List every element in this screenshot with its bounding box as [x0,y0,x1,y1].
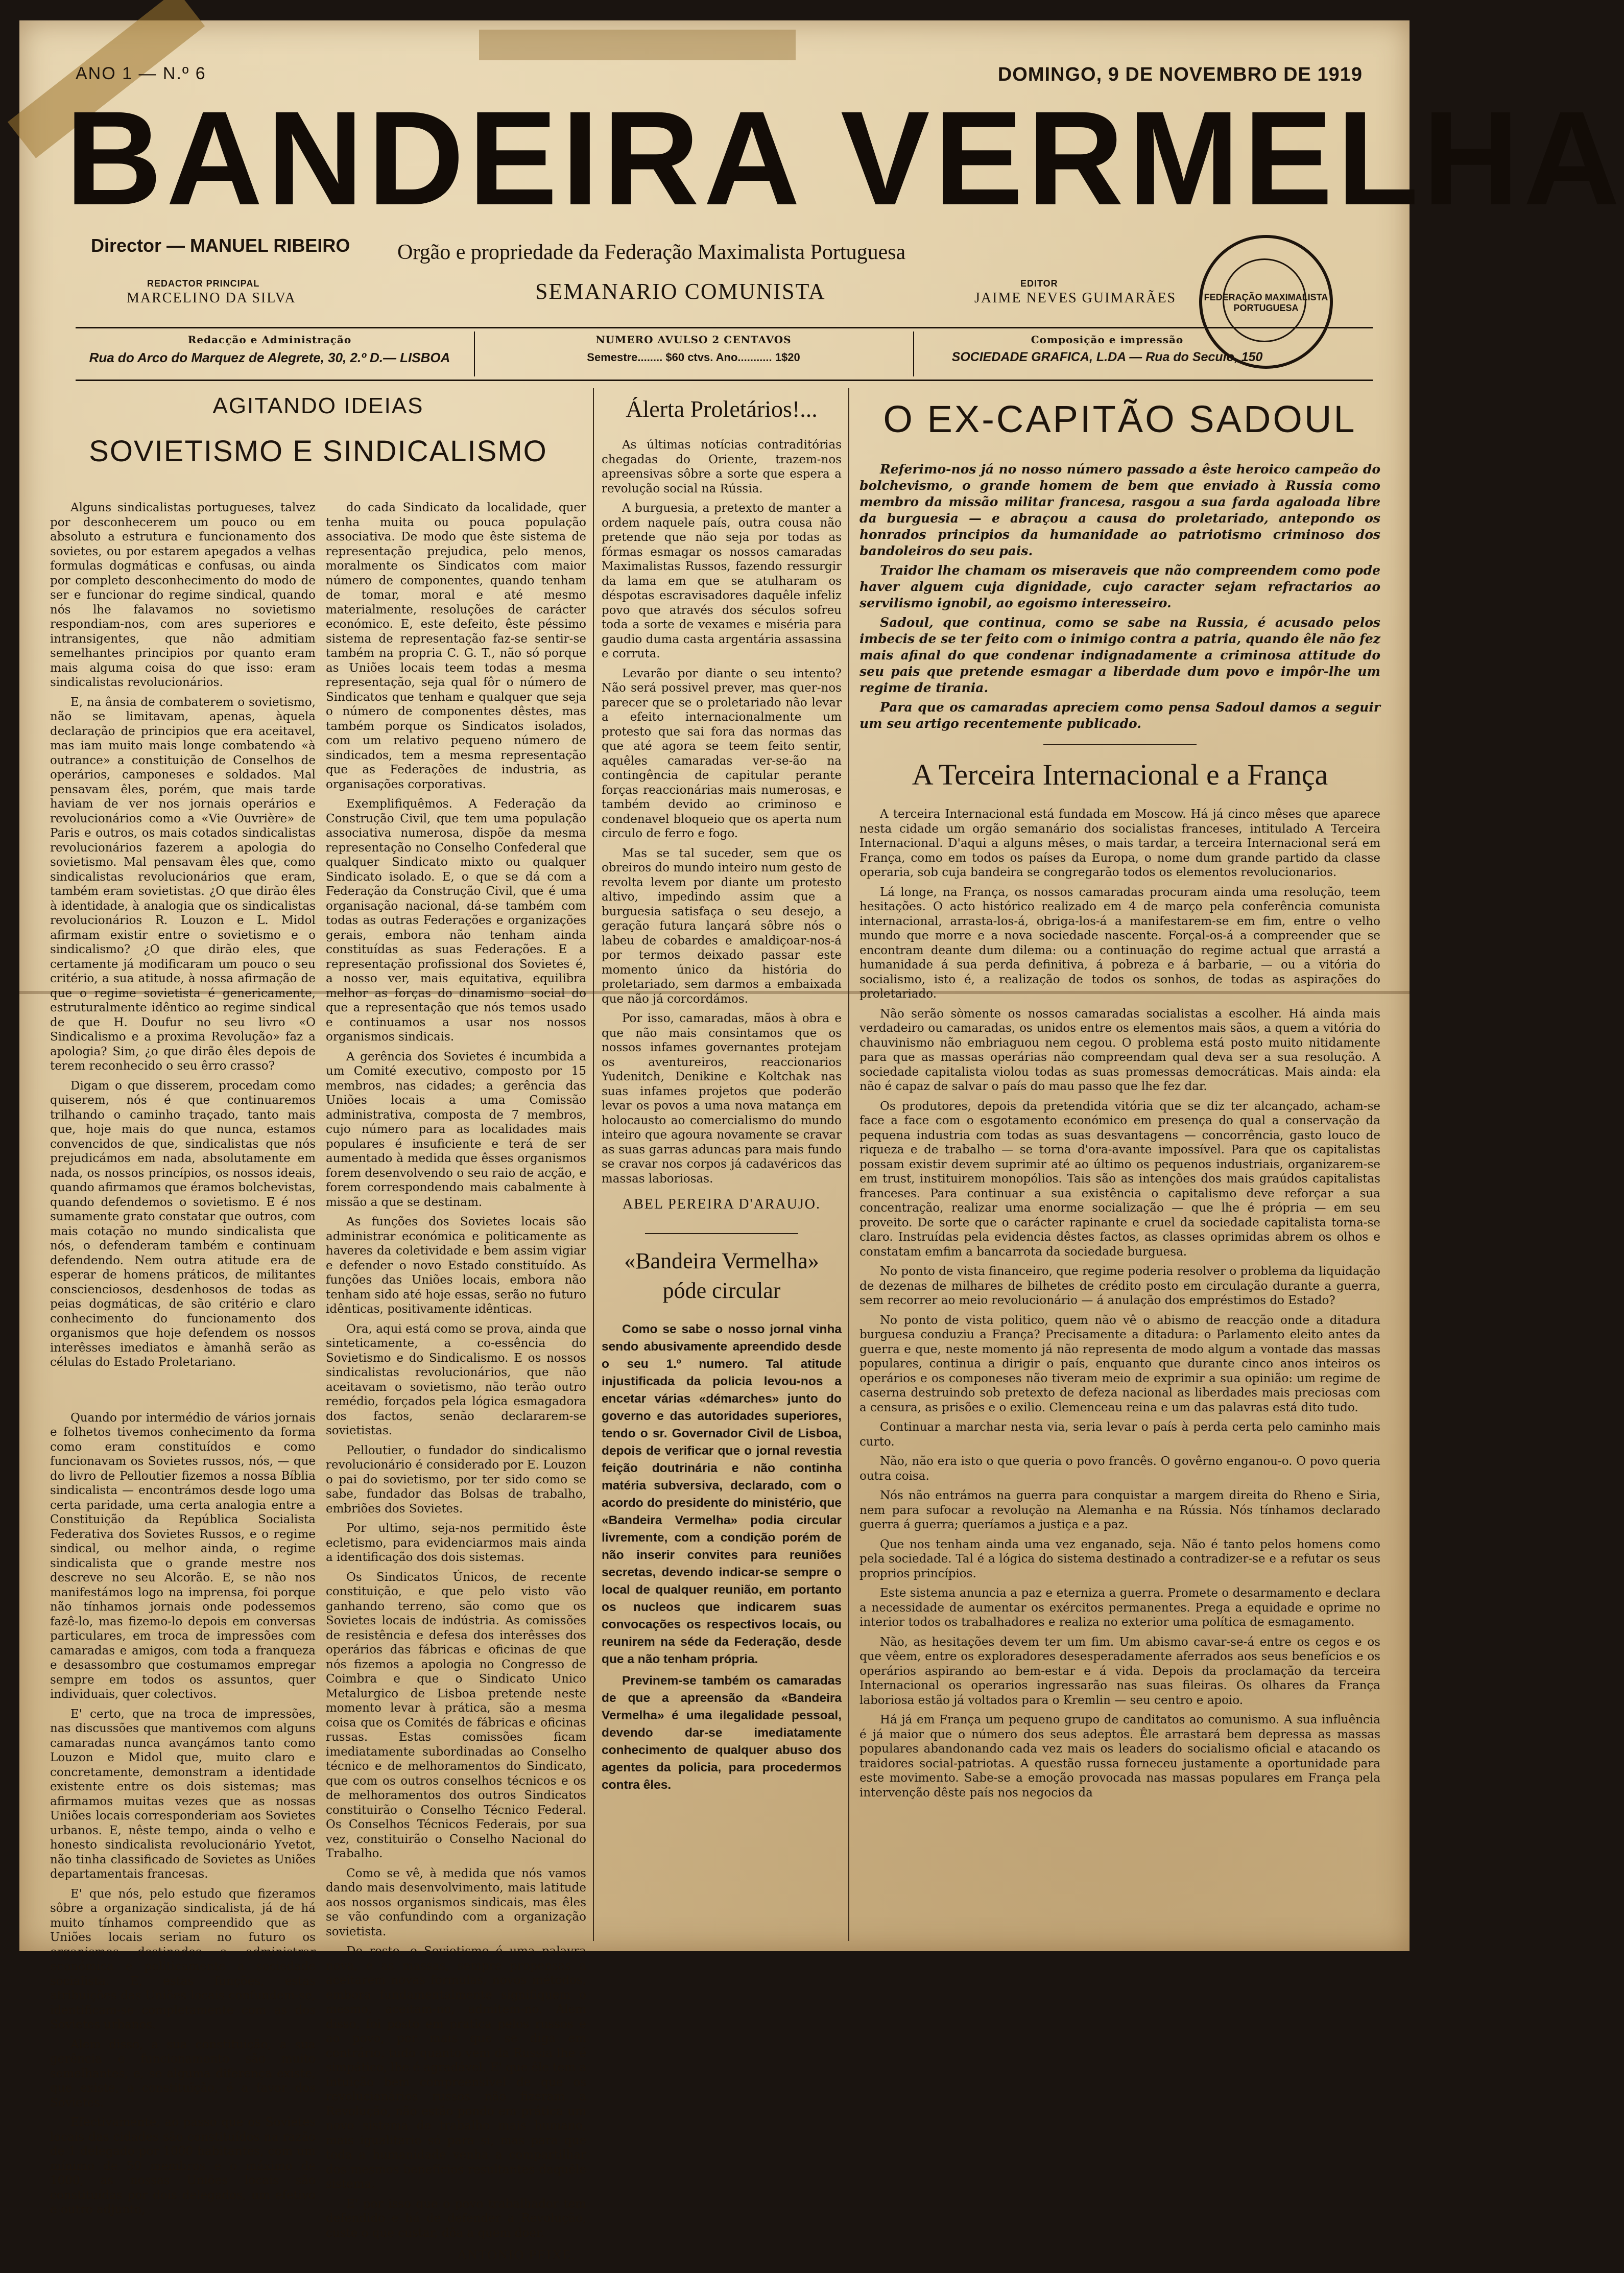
paragraph: A burguesia, a pretexto de manter a ordem naquele país, outra cousa não pretende que não seja por todas as fórmas esmagar os nossos camaradas Maximalistas Russos, fazendo ressurgir da lama em que se atulharam os déspotas escravisadores daquêle infeliz povo que através dos séculos sofreu toda a sorte de vexames e miséria para gaudio duma casta argentária assassina e corruta. [602,502,842,660]
alerta-signature: ABEL PEREIRA D'ARAUJO. [623,1196,821,1212]
paragraph: E' por isso que o povo trabalhador tem defendido e há de defender a Revolução, custe o que custar, dôa a quem doer. [326,2197,586,2240]
info-printer [923,328,1291,380]
spacer [50,1375,316,1411]
paragraph: As últimas notícias contraditórias chegadas do Oriente, trazem-nos apreensivas sôbre a sorte que espera a revolução social na Rússia. [602,438,842,495]
internacional-title: A Terceira Internacional e a França [912,758,1328,791]
paragraph: Lá longe, na França, os nossos camaradas procuram ainda uma resolução, teem hesitações. O acto histórico realizado em 4 de março pela conferência comunista internacional, arrasta-los-á, obriga-los-á a manifestarem-se em fim, entre o velho mundo que morre e a nova sociedade nascente. Forçal-os-á a compreender que se encontram deante dum dilema: ou a continuação do regime actual que arrastá a humanidade á sua perda definitiva, á pobreza e á barbarie, — ou a vitória do socialismo, isto é, a realização de todos os sonhos, de todas as aspirações do proletariado. [859,885,1380,1001]
column-rule [848,388,849,1941]
info-separator [913,332,914,376]
paragraph: do cada Sindicato da localidade, quer tenha muita ou pouca população associativa. De modo que êste sistema de representação prejudica, pelo menos, moralmente os Sindicatos com maior número de componentes, quando tenham de tomar, moral e até mesmo materialmente, resoluções de carácter económico. E, este defeito, êste péssimo sistema de representação faz-se sentir-se também na propria C. G. T., não só porque as Uniões locais teem todas a mesma representação, seja qual fôr o número de Sindicatos que tenham e qualquer que seja o número de componentes dêstes, mas também porque os Sindicatos isolados, com um relativo pequeno número de sindicados, tem a mesma representação que as Federações de industria, as organisações corporativas. [326,501,586,791]
paragraph: Alguns sindicalistas portugueses, talvez por desconhecerem um pouco ou em absoluto a estrutura e funcionamento dos sovietes, ou por estarem apegados a velhas formulas dogmáticas e confusas, ou ainda por completo desconhecimento do modo de ser e funcionar do regime sindical, quando nós lhe falavamos no sovietismo respondiam-nos, com ares superiores e intransigentes, que não admitiam semelhantes principios por quanto eram mais alguma coisa do que isso: eram sindicalistas revolucionários. [50,501,316,689]
paragraph: De resto, o Sovietismo é uma palavra nova, e as massas, sempre propensas a aceitarem novas formulas, novos métodos, embora fundamentalmente signifiquem o mesmo, aceitam-no, admitem-no. Alem disso, foi posto em pratica pelos russos e ao povo, por mais que se diga em contrário, tudo quanto vem da Russia lhe é simpático, lhe é agradável. E' que êle tem a intuição bem compreensivel de que os revolucionários russos não fizeram a Revolução, não estão pondo em prática um novo sistema de trabalho mais humano, mais igualitario só para si, mas para que toda a humanidade venha a compartilhar dos mesmos benefícios resultantes daquêle sistema. [326,1945,586,2191]
issue-number: ANO 1 — N.º 6 [76,64,206,83]
paragraph: As funções dos Sovietes locais são administrar económica e politicamente as haveres da coletividade e bem assim vigiar e defender o novo Estado constituído. As funções das Uniões locais, embora não tenham sido até hoje essas, serão no futuro idênticas, positivamente idênticas. [326,1215,586,1316]
article-title: SOVIETISMO E SINDICALISMO [89,435,547,468]
paragraph: Continuar a marchar nesta via, seria levar o país à perda certa pelo caminho mais curto. [859,1420,1380,1449]
organ-line: Orgão e propriedade da Federação Maximalista Portuguesa [397,241,906,264]
paragraph: No ponto de vista financeiro, que regime poderia resolver o problema da liquidação de dezenas de milhares de bilhetes de crédito posto em circulação durante a guerra, sem recorrer ao meio revolucionário — á anulação dos empréstimos do Estado? [859,1265,1380,1307]
article-kicker: AGITANDO IDEIAS [212,393,424,418]
paragraph: Efectivamente, ao passo que os Sovietes locais das cidades são constituídos na razão de 1 delegado por 1000 habitantes, com um mínimo de 50 membros e o máximo de 1000, as nossas Uniões locais são constituídas por dois delegados, um efetivo e outro adjunto, [50,2116,316,2216]
paragraph: Exemplifiquêmos. A Federação da Construção Civil, que tem uma população associativa numerosa, dispõe da mesma representação no Conselho Confederal que qualquer Sindicato mixto ou qualquer Sindicato isolado. E, o que se dá com a Federação da Construção Civil, que é uma organisação nacional, dá-se também com todas as outras Federações e organizações gerais, embora não tenham ainda constituídas as suas Federações. E a representação profissional dos Sovietes é, a nosso ver, mais equitativa, equilibra melhor as forças do dinamismo social do que a representação que nós temos usado e continuamos a usar nos nossos organismos sindicais. [326,797,586,1044]
article-signature: ANTONIO PEIXE. [457,2247,576,2262]
intro-paragraph: Traidor lhe chamam os miseraveis que não compreendem como pode haver alguem cuja dignidade, cujo caracter sejam refractarios ao servilismo ignobil, ao egoismo interesseiro. [859,563,1380,610]
paragraph: Previnem-se também os camaradas de que a apreensão da «Bandeira Vermelha» é uma ilegalidade pessoal, devendo dar-se imediatamente conhecimento de qualquer abuso dos agentes da policia, para procedermos contra êles. [602,1674,842,1792]
printer-text: SOCIEDADE GRAFICA, L.DA — Rua do Seculo, 150 [951,350,1263,364]
intro-paragraph: Referimo-nos já no nosso número passado a êste heroico campeão do bolchevismo, o grande homem de bem que enviado à Russia como membro da missão militar francesa, rasgou a sua farda agaloada libre da burguesia — e abraçou a causa do proletariado, antepondo os honrados principios da humanidade ao patriotismo criminoso dos bandoleiros do seu pais. [859,462,1380,558]
article-column-left [50,501,316,2222]
divider [1043,744,1197,745]
paragraph: Por ultimo, seja-nos permitido êste ecletismo, para evidenciarmos mais ainda a identificação dos dois sistemas. [326,1522,586,1564]
column-rule [593,388,594,1941]
paragraph: Digam o que disserem, procedam como quiserem, nós é que continuaremos trilhando o caminho traçado, tanto mais que, hoje mais do que nunca, estamos convencidos de que, sindicalistas que nós prejudicámos em nada, absolutamente em nada, os nossos princípios, os nossos ideais, quando afirmamos que éramos bolchevistas, quando defendemos o sovietismo. E é nos sumamente grato constatar que outros, com mais cotação no mundo sindicalista que nós, o defenderam também e continuam defendendo. Nem outra atitude era de esperar de homens práticos, de militantes conscienciosos, desdenhosos de todas as peias dogmáticas, de são critério e claro conhecimento do funcionamento dos organismos que hoje defendem os nossos interêsses imediatos e àmanhã serão as células do Estado Proletariano. [50,1079,316,1369]
paragraph: No ponto de vista politico, quem não vê o abismo de reacção onde a ditadura burguesa conduziu a França? Precisamente a ditadura: o Parlamento eleito antes da guerra e que, neste momento já não representa de modo algum a vontade das massas populares, continua a dirigir o país, enquanto que durante cinco anos inteiros os operários e os componeses não tiveram meio de exprimir a sua opinião: um regime de caserna destruindo sob pretexto de defeza nacional as liberdades mais preciosas com a censura, as prisões e o exilio. Clemenceau reina e um das palavras está dito tudo. [859,1313,1380,1414]
editor-name: JAIME NEVES GUIMARÃES [974,290,1177,306]
masthead-title: BANDEIRA VERMELHA [65,83,1624,233]
notice-title: «Bandeira Vermelha» póde circular [624,1248,819,1303]
paragraph: E, na ânsia de combaterem o sovietismo, não se limitavam, apenas, àquela declaração de principios que era aceitavel, mas iam muito mais longe combatendo «à outrance» a constituição de Conselhos de operários, camponeses e soldados. Mal pensavam êles, porém, que mais tarde haviam de ver nos jornais operários e revolucionários como a «Vie Ouvrière» de Paris e outros, os mais cotados sindicalistas revolucionários fazerem a apologia do sovietismo. Mal pensavam êles que, como sindicalistas revolucionários que eram, também eram sovietistas. ¿O que dirão êles à identidade, à analogia que os sindicalistas revolucionários R. Louzon e L. Midol afirmam existir entre o sovietismo e o sindicalismo? ¿O que dirão eles, que certamente já modificaram um pouco o seu critério, a sua atitude, à nossa afirmação de que o regime sovietista é genericamente, estruturalmente idêntico ao regime sindical de que H. Doufur no seu livro «O Sindicalismo e a proxima Revolução» faz a apologia? Sim, ¿o que dirão êles depois de terem reconhecido o seu êrro crasso? [50,695,316,1073]
info-address [76,328,464,380]
issue-date: DOMINGO, 9 DE NOVEMBRO DE 1919 [997,64,1363,85]
intro-paragraph: Para que os camaradas apreciem como pensa Sadoul damos a seguir um seu artigo recentemente publicado. [859,700,1380,731]
info-price [484,328,903,380]
sadoul-title: O EX-CAPITÃO SADOUL [883,398,1357,440]
paragraph: Os produtores, depois da pretendida vitória que se diz ter alcançado, acham-se face a face com o esgotamento económico em presença do qual a conservação da pequena industria com todas as suas desvantagens — concorrência, gasto louco de riqueza e de trabalho — se torna d'ora-avante impossível. Para que os capitalistas possam existir devem suprimir até ao último os pequenos industriais, organizarem-se em trust, instituirem monopólios. Tais são as intenções dos mais graúdos capitalistas franceses. Para continuar a sua existência o capitalismo deve reforçar a sua concentração, realizar uma enorme socialização — que lhe é própria — em seu proveito. De sorte que o carácter rapinante e cruel da sociedade capitalista torna-se claro. Instruídas pela evidencia dêstes factos, as classes oprimidas abrem os olhos e constatam emfim a bancarrota da sociedade burguesa. [859,1099,1380,1259]
paragraph: Há já em França um pequeno grupo de canditatos ao comunismo. A sua influência é já maior que o número dos seus adeptos. Êle arrastará bem depressa as massas populares abandonando cada vez mais os leaders do socialismo oficial e atacando os traidores social-patriotas. A questão russa forneceu justamente a oportunidade para este movimento. Sabe-se a emoção provocada nas massas populares em França pela intervenção dêste país nos negocios da [859,1713,1380,1800]
editor-principal-label: REDACTOR PRINCIPAL [147,278,260,289]
paragraph: Não, não era isto o que queria o povo francês. O govêrno enganou-o. O povo queria outra coisa. [859,1455,1380,1483]
price-text: Semestre........ $60 ctvs. Ano........... 1$20 [587,351,800,364]
director-line: Director — MANUEL RIBEIRO [91,235,350,256]
paragraph: Ora, aqui está como se prova, ainda que sinteticamente, a co-essência do Sovietismo e do Sindicalismo. E os nossos sindicalistas revolucionários, que não aceitavam o sovietismo, não terão outro remédio, forçados pela lógica esmagadora dos factos, senão declararem-se sovietistas. [326,1322,586,1437]
newspaper-page [19,20,1624,2262]
paragraph: Pelloutier, o fundador do sindicalismo revolucionário é considerado por E. Louzon o pai do sovietismo, por ter sido como se sabe, fundador das Bolsas de trabalho, embriões dos Sovietes. [326,1443,586,1516]
paragraph: E' que nós, pelo estudo que fizeramos sôbre a organização sindicalista, já de há muito tínhamos compreendido que as Uniões locais seriam no futuro os organismos destinados a administrar económica e politicamente a sociedade socialista. E, estas funções, estas atribuições das Uniões locais confundem-se, identificam-se completamente com as dos Sovietes urbanos. [50,1887,316,2031]
paragraph: Mas se tal suceder, sem que os obreiros do mundo inteiro num gesto de revolta levem por diante um protesto altivo, impedindo assim que a burguesia satisfaça o seu desejo, a geração futura lançará sôbre nós o labeu de cobardes e amaldiçoar-nos-á por termos deixado passar este momento único da história do proletariado, sem darmos a embaixada que não já corcordámos. [602,846,842,1006]
paragraph: Este sistema anuncia a paz e eterniza a guerra. Promete o desarmamento e declara a necessidade de aumentar os exércitos permanentes. Prega a equidade e oprime no interior todos os trabalhadores e realiza no exterior uma política de esmagamento. [859,1587,1380,1629]
tape-stain-top [479,30,796,60]
paragraph: Nós não entrámos na guerra para conquistar a margem direita do Rheno e Siria, nem para sufocar a revolução na Alemanha e na Rússia. Nós tínhamos declarado guerra á guerra; queríamos a justiça e a paz. [859,1489,1380,1531]
paragraph: Não, as hesitações devem ter um fim. Um abismo cavar-se-á entre os cegos e os que vêem, entre os exploradores desesperadamente aferrados aos seus benefícios e os operários aspirando ao bem-estar e á vida. Depois da proclamação da terceira Internacional os operarios ingressarão nas suas fileiras. Os olhares da França laboriosa estão já voltados para o Kremlin — seu centro e apoio. [859,1635,1380,1707]
article-column-right [326,501,586,2273]
intro-paragraph: Sadoul, que continua, como se sabe na Russia, é acusado pelos imbecis de se ter feito com o inimigo contra a patria, quando êle não fez mais afinal do que condenar indignadamente a criminosa attitude do seu pais que pretende esmagar a liberdade dum povo e impôr-lhe um regime de tirania. [859,615,1380,695]
paragraph: Quando por intermédio de vários jornais e folhetos tivemos conhecimento da forma como eram constituídos e como funcionavam os Sovietes russos, nós, — que do livro de Pelloutier fizemos a nossa Bíblia sindicalista — encontrámos desde logo uma certa paridade, uma certa analogia entre a Constituição da República Socialista Federativa dos Sovietes Russos, e o regime sindical, ou melhor ainda, o regime sindicalista que o grande mestre nos descreve no seu Alcorão. E, se não nos manifestámos logo na imprensa, foi porque não tínhamos jornais onde podessemos fazê-lo, mas fizemo-lo depois em conversas particulares, em troca de impressões com camaradas e amigos, com toda a franqueza e desassombro que costumamos empregar sempre em todos os assuntos, quer individuais, quer colectivos. [50,1411,316,1701]
seal-text: FEDERAÇÃO MAXIMALISTA PORTUGUESA [1204,292,1328,313]
article-sadoul [859,388,1380,1951]
weekly-line: SEMANARIO COMUNISTA [535,279,826,304]
info-separator [474,332,475,376]
address-label: Redacção e Administração [187,334,352,346]
address-text: Rua do Arco do Marquez de Alegrete, 30, 2.º D.— LISBOA [89,350,450,365]
paragraph: Que nos tenham ainda uma vez enganado, seja. Não é tanto pelos homens como pela sociedade. Tal é a lógica do sistema destinado a contradizer-se e a refutar os seus proprios princípios. [859,1537,1380,1580]
paragraph: Como se sabe o nosso jornal vinha sendo abusivamente apreendido desde o seu 1.º numero. Tal atitude injustificada da policia levou-nos a encetar várias «démarches» junto do governo e das autoridades superiores, tendo o sr. Governador Civil de Lisboa, depois de verificar que o jornal revestia feição doutrinária e não continha matéria subversiva, declarado, com o acordo do presidente do ministério, que «Bandeira Vermelha» podia circular livremente, com a condição porém de não inserir convites para reuniões secretas, devendo indicar-se sempre o local de qualquer reunião, em portanto os nucleos que indicarem suas convocações os respectivos locais, ou reunirem na séde da Federação, desde que a não tenham própria. [602,1322,842,1666]
alerta-title: Álerta Proletários!... [626,396,818,422]
paragraph: Por isso, camaradas, mãos à obra e que não mais consintamos que os nossos infames governantes protejam os aventureiros, reaccionarios Yudenitch, Denikine e Koltchak nas suas infames projetos que poderão levar os povos a uma nova matança em holocausto ao comercialismo do mundo inteiro que agoura novamente se cravar as suas garras aduncas para mais fundo se cravar nos corpos já cadavéricos das massas laboriosas. [602,1012,842,1186]
editor-principal-name: MARCELINO DA SILVA [127,290,296,306]
article-sovietismo [50,388,586,2262]
paragraph: Não serão sòmente os nossos camaradas socialistas a escolher. Há ainda mais verdadeiro ou camaradas, os unidos entre os elementos mais sãos, a quem a vitória do chauvinismo não embriaguou nem cegou. O problema está posto muito nitidamente para que as massas operárias não compreendam qual deva ser a sua resolução. A sociedade capitalista violou todas as suas promessas democráticas. Mais ainda: ela não é capaz de salvar o país do mau passo que lhe fez dar. [859,1007,1380,1093]
paragraph: A gerência dos Sovietes é incumbida a um Comité executivo, composto por 15 membros, nas cidades; a gerência das Uniões locais a uma Comissão administrativa, composta de 7 membros, cujo número para as localidades mais populares é insuficiente e terá de ser aumentado à medida que êsses organismos forem desenvolvendo o seu raio de acção, e forem correspondendo mais cabalmente à missão a que se destinam. [326,1050,586,1209]
paragraph: E' certo, que na troca de impressões, nas discussões que mantivemos com alguns camaradas nunca avançámos tanto como Louzon e Midol que, muito claro e concretamente, demonstram a identidade existente entre os dois sistemas; mas afirmamos muitas vezes que as nossas Uniões locais corresponderiam aos Sovietes urbanos. E, nêste tempo, ainda o velho e honesto sindicalista revolucionário Yvetot, não tinha classificado de Sovietes as Uniões departamentais francesas. [50,1707,316,1881]
paragraph: Os Sindicatos Únicos, de recente constituição, e que pelo visto vão ganhando terreno, são como que os Sovietes locais de indústria. As comissões de resistência e defesa dos interêsses dos operários das fábricas e oficinas de que nós fizemos a apologia no Congresso de Coimbra e que o Sindicato Unico Metalurgico de Lisboa pretende neste momento levar à prática, são a mesma coisa que os Comités de fábricas e oficinas russas. Estas comissões ficam imediatamente subordinadas ao Conselho técnico e de melhoramentos do Sindicato, que com os outros conselhos técnicos e os de melhoramentos dos outros Sindicatos constituirão o Conselho Técnico Federal. Os Conselhos Técnicos Federais, por sua vez, constituirão o Conselho Nacional do Trabalho. [326,1570,586,1860]
price-label: NUMERO AVULSO 2 CENTAVOS [595,334,792,346]
printer-label: Composição e impressão [1031,334,1184,346]
paragraph: Levarão por diante o seu intento? Não será possivel prever, mas quer-nos parecer que se o proletariado não levar a efeito internacionalmente um protesto que sai fora das normas das que até agora se teem feito sentir, aquêles camaradas ver-se-ão na contingência de capitular perante forças reaccionárias mais numerosas, e também devido ao criminoso e condenavel bloqueio que os aperta num circulo de ferro e fogo. [602,667,842,840]
paragraph: A terceira Internacional está fundada em Moscow. Há já cinco mêses que aparece nesta cidade um orgão semanário dos socialistas franceses, intitulado A Terceira Internacional. D'aqui a alguns mêses, o mais tardar, a terceira Internacional será em França, como em todos os países da Europa, o nome dum grande partido da classe operaria, sob cuja bandeira se congregarão todos os elementos revolucionarios. [859,808,1380,879]
info-bar [76,327,1373,381]
editor-label: EDITOR [1020,278,1058,289]
paragraph: Como se vê, à medida que nós vamos dando mais desenvolvimento, mais latitude aos nossos organismos sindicais, mas êles se vão confundindo com a organização sovietista. [326,1866,586,1938]
article-alerta [602,388,842,1951]
divider [645,1233,798,1234]
paragraph: Alem disso, a sua constituição, a sua gerência e funcionamento são muito semelhantes, e, se alguma diferença existe, que existe, a constituïção, é a favor dos Sovietes. [50,2038,316,2110]
